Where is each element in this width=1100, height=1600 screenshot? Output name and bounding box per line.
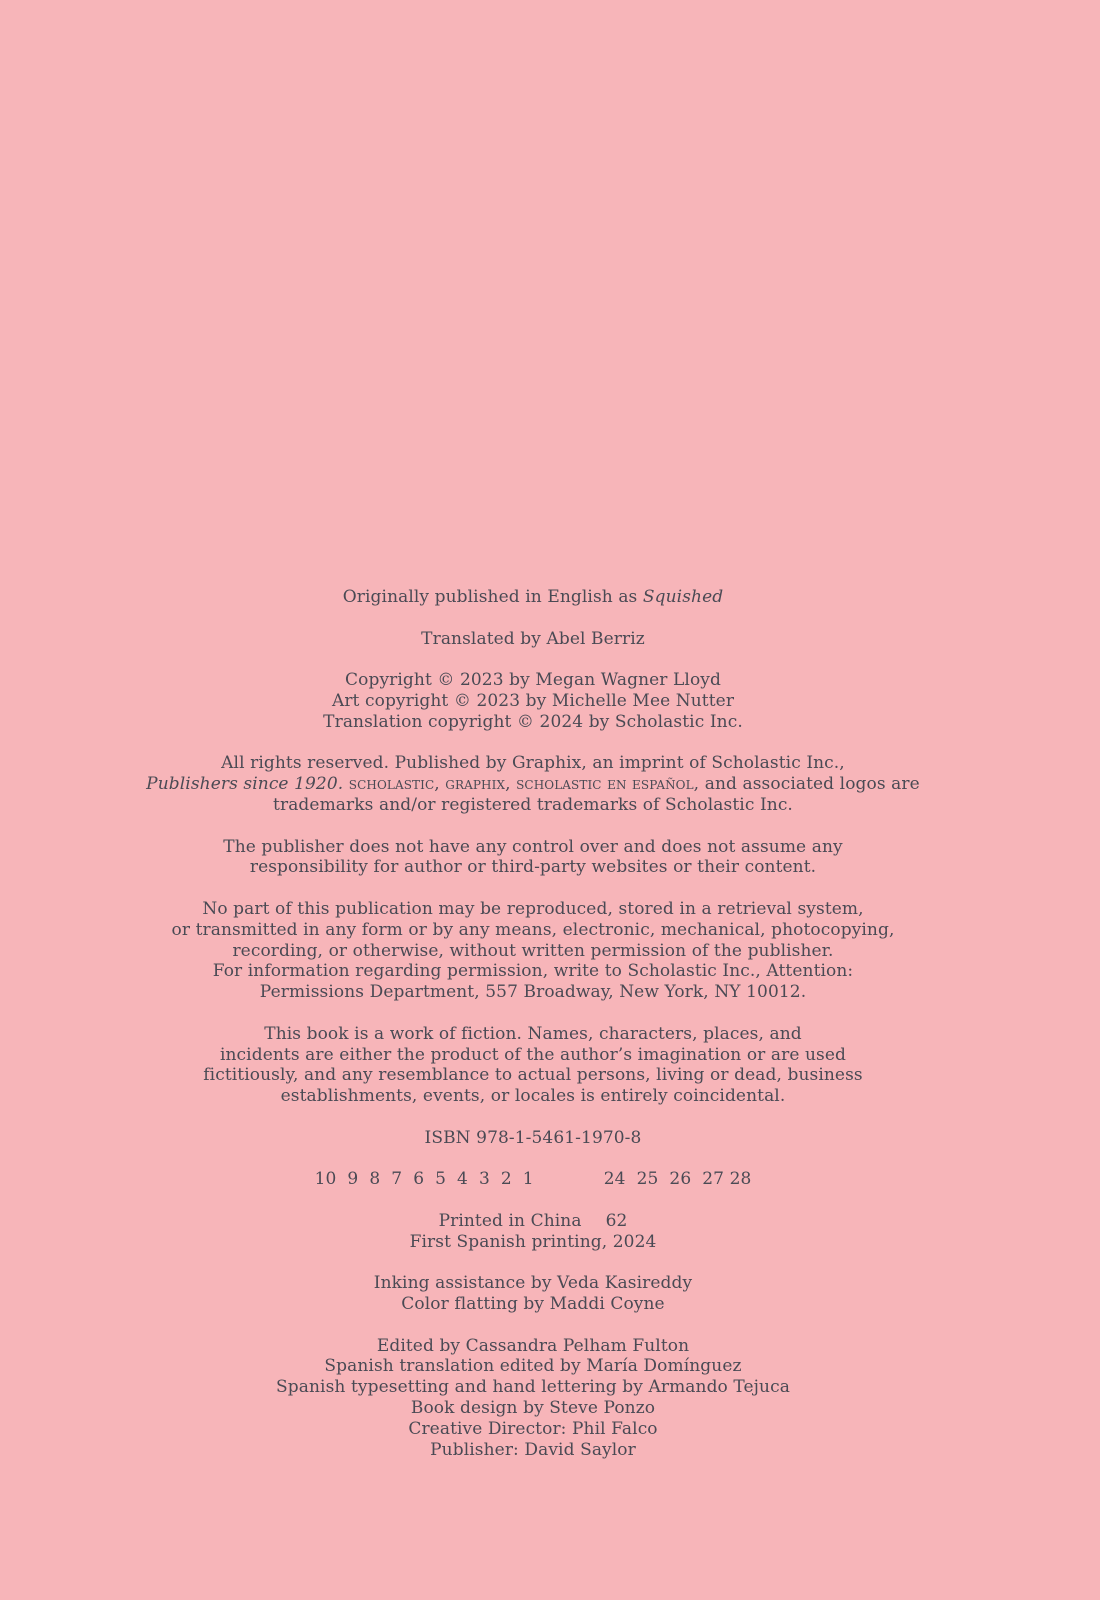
copyright-line: Translation copyright © 2024 by Scholastic Inc. (323, 711, 743, 732)
rights-line: All rights reserved. Published by Graphix, an imprint of Scholastic Inc., (221, 753, 845, 774)
copyright-page (0, 587, 1066, 1481)
printing-numbers-right: 24 25 26 27 28 (603, 1169, 752, 1190)
printing-numbers-left: 10 9 8 7 6 5 4 3 2 1 (314, 1169, 534, 1190)
rights-line: Publishers since 1920. scholastic, graphix, scholastic en español, and associated logos are (146, 774, 920, 795)
publishers-since: Publishers since 1920. (146, 774, 344, 795)
editorial-credits: Edited by Cassandra Pelham Fulton Spanish translation edited by María Domínguez Spanish typesetting and hand lettering by Armando Tejuca Book design by Steve Ponzo Creative Director: Phil Falco Publisher: David Saylor (276, 1335, 790, 1460)
rights-line: trademarks and/or registered trademarks of Scholastic Inc. (273, 794, 793, 815)
copyright-line: Art copyright © 2023 by Michelle Mee Nutter (331, 690, 735, 711)
copyright-line: Copyright © 2023 by Megan Wagner Lloyd (345, 670, 721, 691)
translator-credit: Translated by Abel Berriz (421, 628, 645, 649)
original-publication-line: Originally published in English as Squished (342, 587, 724, 607)
isbn: ISBN 978-1-5461-1970-8 (424, 1127, 642, 1148)
printed-country: Printed in China (438, 1210, 582, 1231)
printer-code: 62 (605, 1210, 628, 1231)
rights-block (0, 753, 1066, 815)
publisher-notice: The publisher does not have any control over and does not assume any responsibility for author or third-party websites or their content. (223, 836, 843, 878)
first-printing: First Spanish printing, 2024 (409, 1231, 657, 1252)
printing-numbers (0, 1169, 1066, 1190)
fiction-disclaimer: This book is a work of fiction. Names, characters, places, and incidents are either the product of the author’s imagination or are used fictitiously, and any resemblance to actual persons, living or dead, business establishments, events, or locales is entirely coincidental. (203, 1023, 863, 1107)
copyright-block (0, 670, 1066, 732)
art-credits: Inking assistance by Veda Kasireddy Color flatting by Maddi Coyne (373, 1273, 693, 1315)
original-publication (0, 587, 1066, 608)
original-title: Squished (642, 587, 724, 607)
reproduction-notice: No part of this publication may be reproduced, stored in a retrieval system, or transmitted in any form or by any means, electronic, mechanical, photocopying, recording, or otherwise, without written permission of the publisher. For information regarding permission, write to Scholastic Inc., Attention: Permissions Department, 557 Broadway, New York, NY 10012. (171, 898, 895, 1003)
trademark-names: scholastic, graphix, scholastic en español, (348, 774, 700, 795)
printing-info (0, 1211, 1066, 1253)
